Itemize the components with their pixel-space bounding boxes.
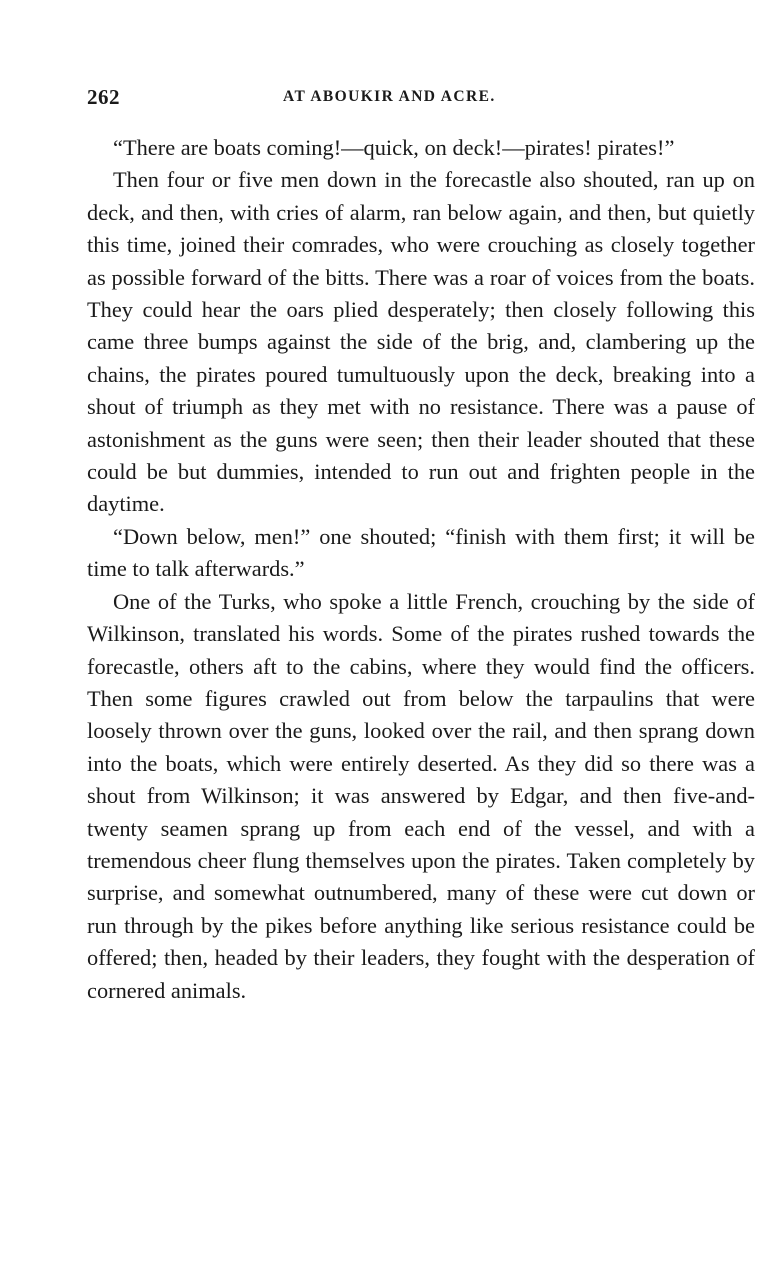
page-number: 262 (87, 85, 120, 109)
paragraph: “There are boats coming!—quick, on deck!—pirates! pirates!” (113, 135, 675, 160)
running-title: AT ABOUKIR AND ACRE. (283, 88, 496, 105)
running-head (87, 82, 755, 112)
paragraph: Then four or five men down in the forecastle also shouted, ran up on deck, and then, with cries of alarm, ran below again, and then, but quietly this time, joined their comrades, who were crouching as closely together as possible forward of the bitts. There was a roar of voices from the boats. They could hear the oars plied desperately; then closely following this came three bumps against the side of the brig, and, clambering up the chains, the pirates poured tumultuously upon the deck, breaking into a shout of triumph as they met with no resistance. There was a pause of astonishment as the guns were seen; then their leader shouted that these could be but dummies, intended to run out and frighten people in the daytime. (87, 167, 755, 517)
body-text (87, 132, 755, 1007)
book-page (87, 82, 755, 1007)
paragraph: “Down below, men!” one shouted; “finish with them first; it will be time to talk afterwards.” (87, 523, 755, 582)
paragraph: One of the Turks, who spoke a little French, crouching by the side of Wilkinson, translated his words. Some of the pirates rushed towards the forecastle, others aft to the cabins, where they would find the officers. Then some figures crawled out from below the tarpaulins that were loosely thrown over the guns, looked over the rail, and then sprang down into the boats, which were entirely deserted. As they did so there was a shout from Wilkinson; it was answered by Edgar, and then five-and-twenty seamen sprang up from each end of the vessel, and with a tremendous cheer flung themselves upon the pirates. Taken completely by surprise, and somewhat outnumbered, many of these were cut down or run through by the pikes before anything like serious resistance could be offered; then, headed by their leaders, they fought with the desperation of cornered animals. (87, 588, 755, 1003)
